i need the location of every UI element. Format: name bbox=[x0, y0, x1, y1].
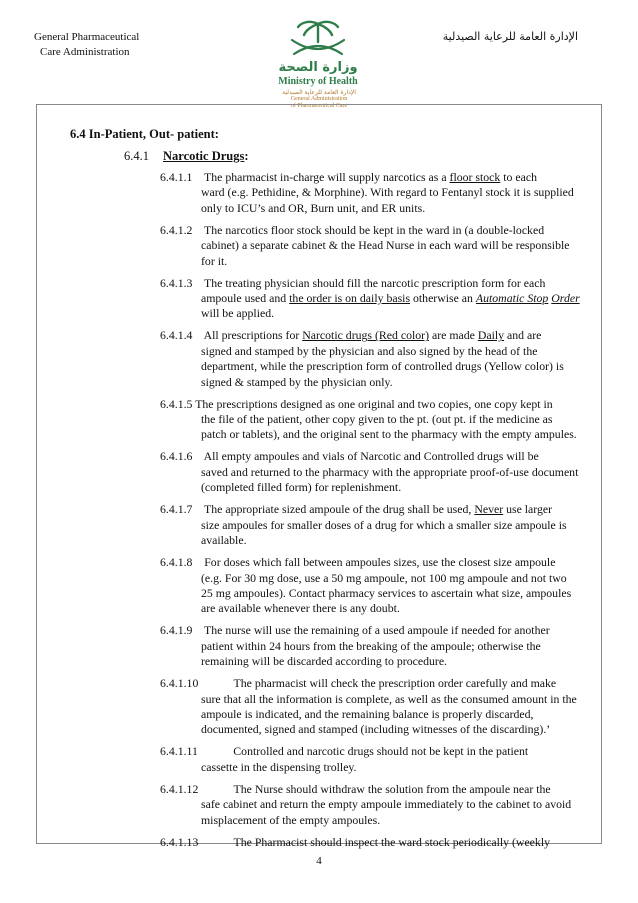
item-continuation: signed and stamped by the physician and also signed by the head of the department, while the prescription form of controlled drugs (Yellow color) is signed & stamped by the physician only. bbox=[201, 343, 564, 389]
list-item bbox=[160, 502, 580, 548]
item-continuation: the file of the patient, other copy given to the pt. (out pt. if the medicine as patch or tablets), and the original sent to the pharmacy with the empty ampules. bbox=[201, 412, 577, 442]
item-number: 6.4.1.4 bbox=[160, 328, 193, 343]
item-separator bbox=[192, 623, 204, 637]
item-underlined-text: floor stock bbox=[449, 170, 501, 184]
header-right-arabic: الإدارة العامة للرعاية الصيدلية bbox=[442, 30, 578, 43]
list-item bbox=[160, 276, 580, 322]
item-number: 6.4.1.2 bbox=[160, 222, 193, 237]
item-first-line bbox=[160, 328, 580, 343]
narcotic-items-list bbox=[160, 170, 580, 857]
item-continuation: patient within 24 hours from the breaking of the ampoule; otherwise the remaining will be discarded according to procedure. bbox=[201, 638, 541, 669]
item-text: The pharmacist will check the prescription order carefully and make bbox=[233, 676, 557, 691]
item-first-line bbox=[160, 223, 580, 238]
item-number: 6.4.1.8 bbox=[160, 555, 193, 570]
item-text: The narcotics floor stock should be kept in the ward in (a double-locked bbox=[204, 222, 545, 237]
item-continuation bbox=[160, 291, 580, 322]
subsection-heading bbox=[124, 149, 249, 164]
item-number: 6.4.1.12 bbox=[160, 781, 199, 796]
item-text: otherwise an bbox=[410, 291, 476, 306]
item-first-line bbox=[160, 782, 580, 797]
item-underlined-text: Order bbox=[551, 291, 580, 306]
page-number: 4 bbox=[316, 855, 322, 867]
logo-sub-line1: General Administration bbox=[290, 96, 348, 102]
list-item bbox=[160, 170, 580, 216]
item-separator bbox=[198, 835, 233, 849]
item-continuation: sure that all the information is complete, as well as the consumed amount in the ampoule is indicated, and the remaining balance is properly discarded, documented, signed and stamped (including witnesses of the discarding).’ bbox=[201, 691, 577, 737]
item-text: and are bbox=[504, 328, 542, 343]
item-text: The pharmacist in-charge will supply narcotics as a bbox=[204, 170, 450, 184]
list-item bbox=[160, 835, 580, 850]
org-name-line2: Care Administration bbox=[40, 46, 130, 58]
item-number: 6.4.1.6 bbox=[160, 449, 193, 464]
list-item bbox=[160, 555, 580, 617]
section-number: 6.4 bbox=[70, 127, 86, 141]
item-separator bbox=[198, 676, 233, 690]
item-separator bbox=[198, 782, 233, 796]
list-item bbox=[160, 676, 580, 738]
item-first-line bbox=[160, 502, 580, 517]
item-first-line bbox=[160, 676, 580, 691]
list-item bbox=[160, 328, 580, 390]
item-separator bbox=[192, 276, 204, 290]
item-continuation: safe cabinet and return the empty ampoule immediately to the cabinet to avoid misplacement of the empty ampoules. bbox=[201, 797, 572, 827]
item-continuation: cassette in the dispensing trolley. bbox=[201, 759, 357, 774]
item-first-line bbox=[160, 623, 580, 638]
item-continuation: size ampoules for smaller doses of a drug for which a smaller size ampoule is available. bbox=[201, 517, 567, 548]
item-number: 6.4.1.9 bbox=[160, 623, 193, 638]
item-text: are made bbox=[429, 328, 478, 343]
section-title: In-Patient, Out- patient: bbox=[88, 127, 219, 141]
item-text: For doses which fall between ampoules sizes, use the closest size ampoule bbox=[204, 555, 556, 570]
list-item bbox=[160, 397, 580, 443]
item-text: Controlled and narcotic drugs should not be kept in the patient bbox=[233, 744, 529, 759]
logo-sub-line2: of Pharmaceutical Care bbox=[290, 103, 348, 109]
item-underlined-text: the order is on daily basis bbox=[289, 291, 411, 306]
list-item bbox=[160, 744, 580, 775]
item-first-line bbox=[160, 449, 580, 464]
item-underlined-text: Narcotic drugs (Red color) bbox=[302, 328, 430, 343]
item-separator bbox=[192, 449, 203, 463]
item-underlined-text: Never bbox=[474, 502, 504, 517]
subsection-suffix: : bbox=[244, 149, 249, 163]
item-text: The nurse will use the remaining of a used ampoule if needed for another bbox=[204, 623, 550, 638]
item-continuation: cabinet) a separate cabinet & the Head Nurse in each ward will be responsible for it. bbox=[201, 238, 570, 268]
item-separator bbox=[192, 502, 204, 516]
item-number: 6.4.1.5 bbox=[160, 396, 193, 411]
item-separator bbox=[192, 328, 203, 342]
item-continuation: (e.g. For 30 mg dose, use a 50 mg ampoule, not 100 mg ampoule and not two 25 mg ampoules). Contact pharmacy services to ascertain what size, ampoules are available whenever there is any doubt. bbox=[201, 570, 572, 616]
item-text: The Nurse should withdraw the solution from the ampoule near the bbox=[233, 781, 551, 796]
item-first-line bbox=[160, 276, 580, 291]
item-number: 6.4.1.10 bbox=[160, 676, 199, 691]
item-number: 6.4.1.1 bbox=[160, 170, 193, 184]
ministry-logo bbox=[258, 18, 378, 109]
item-number: 6.4.1.3 bbox=[160, 275, 193, 290]
item-underlined-text: Automatic Stop bbox=[475, 291, 549, 306]
logo-sub-arabic: الإدارة العامة للرعاية الصيدلية bbox=[282, 89, 356, 96]
item-number: 6.4.1.11 bbox=[160, 744, 198, 759]
item-continuation: saved and returned to the pharmacy with the appropriate proof-of-use document (completed filled form) for replenishment. bbox=[201, 464, 579, 495]
subsection-title: Narcotic Drugs bbox=[163, 149, 245, 163]
item-first-line bbox=[160, 397, 580, 412]
list-item bbox=[160, 782, 580, 828]
header-left bbox=[34, 30, 139, 60]
org-name-line1: General Pharmaceutical bbox=[34, 31, 140, 43]
logo-arabic-title: وزارة الصحة bbox=[278, 60, 358, 75]
palm-swords-emblem-icon bbox=[258, 18, 378, 62]
item-text: use larger bbox=[503, 502, 553, 517]
item-text: The treating physician should fill the narcotic prescription form for each bbox=[204, 275, 546, 290]
item-text: ampoule used and bbox=[201, 291, 290, 306]
item-text: will be applied. bbox=[201, 306, 275, 321]
item-separator bbox=[198, 744, 233, 758]
item-continuation: ward (e.g. Pethidine, & Morphine). With regard to Fentanyl stock it is supplied only to ICU’s and OR, Burn unit, and ER units. bbox=[201, 185, 574, 215]
item-text: The Pharmacist should inspect the ward stock periodically (weekly bbox=[233, 834, 550, 849]
item-text: The appropriate sized ampoule of the drug shall be used, bbox=[204, 502, 475, 517]
logo-english-title: Ministry of Health bbox=[278, 76, 358, 87]
item-number: 6.4.1.7 bbox=[160, 502, 193, 517]
item-separator bbox=[192, 555, 204, 569]
item-first-line bbox=[160, 170, 580, 185]
list-item bbox=[160, 223, 580, 269]
subsection-number: 6.4.1 bbox=[124, 149, 149, 163]
item-first-line bbox=[160, 744, 580, 759]
list-item bbox=[160, 623, 580, 669]
item-separator bbox=[192, 170, 204, 184]
item-text: All empty ampoules and vials of Narcotic and Controlled drugs will be bbox=[203, 449, 539, 464]
list-item bbox=[160, 449, 580, 495]
item-underlined-text: Daily bbox=[477, 328, 505, 343]
item-text: The prescriptions designed as one original and two copies, one copy kept in bbox=[195, 396, 553, 411]
item-first-line bbox=[160, 555, 580, 570]
item-separator bbox=[192, 223, 204, 237]
section-heading bbox=[70, 127, 219, 142]
item-text: to each bbox=[500, 170, 538, 184]
item-text: All prescriptions for bbox=[203, 328, 303, 343]
item-first-line bbox=[160, 835, 580, 850]
item-number: 6.4.1.13 bbox=[160, 834, 199, 849]
